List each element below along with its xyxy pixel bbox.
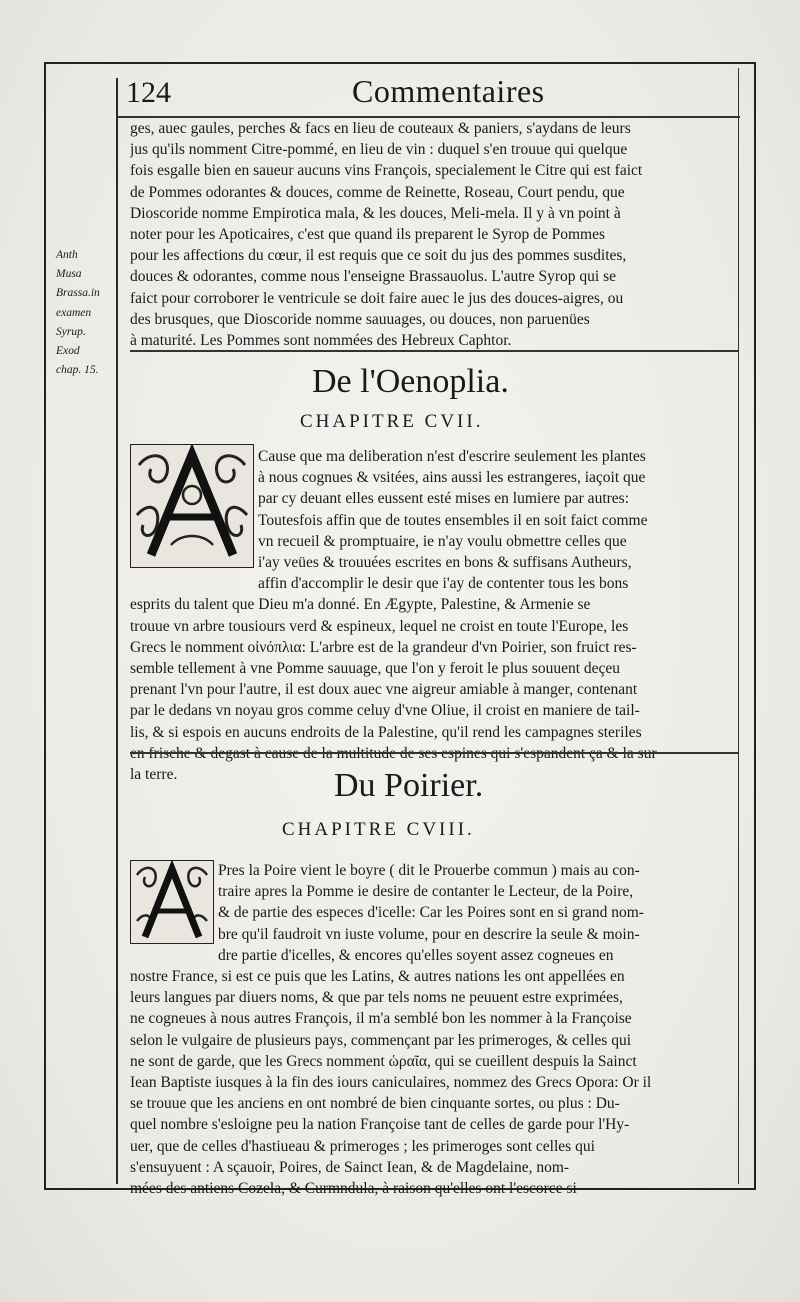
text-line: leurs langues par diuers noms, & que par tels noms ne peuuent estre exprimées, xyxy=(130,989,623,1007)
text-line: ges, auec gaules, perches & facs en lieu de couteaux & paniers, s'aydans de leurs xyxy=(130,120,631,137)
marginal-note-line: Exod xyxy=(56,345,80,358)
text-line: semble tellement à vne Pomme sauuage, que l'on y feroit le plus souuent deçeu xyxy=(130,660,621,678)
chapter-heading-cviii: CHAPITRE CVIII. xyxy=(282,819,475,840)
text-line: Cause que ma deliberation n'est d'escrire seulement les plantes xyxy=(258,448,646,465)
marginal-note-line: Musa xyxy=(56,268,82,281)
continuation-paragraph xyxy=(130,118,722,351)
margin-rule xyxy=(116,78,118,1184)
text-line: trouue vn arbre tousiours verd & espineux, lequel ne croist en toute l'Europe, les xyxy=(130,617,629,635)
text-line: par le dedans vn noyau gros comme celuy d'vne Oliue, il croist en maniere de tail- xyxy=(130,702,640,720)
text-line: prenant l'vn pour l'autre, il est doux auec vne aigreur amiable à manger, contenant xyxy=(130,681,638,699)
running-head: Commentaires xyxy=(352,73,545,109)
text-line: se trouue que les anciens en ont nombré de bien cinquante sortes, ou plus : Du- xyxy=(130,1095,620,1113)
text-line: jus qu'ils nomment Citre-pommé, en lieu de vin : duquel s'en trouue qui quelque xyxy=(130,141,628,159)
text-line: lis, & si espois en aucuns endroits de la Palestine, qu'il rend les campagnes steriles xyxy=(130,723,642,741)
text-line: ne cogneues à nous autres François, il m'a semblé bon les nommer à la Françoise xyxy=(130,1010,632,1028)
section-title-poirier: Du Poirier. xyxy=(334,767,484,804)
marginal-note-line: Syrup. xyxy=(56,325,86,338)
oenoplia-paragraph xyxy=(130,446,722,785)
text-line: esprits du talent que Dieu m'a donné. En Ægypte, Palestine, & Armenie se xyxy=(130,596,591,614)
marginal-note xyxy=(56,246,114,380)
text-line: la terre. xyxy=(130,766,178,784)
text-line: bre qu'il faudroit vn iuste volume, pour en descrire la seule & moin- xyxy=(218,925,640,943)
section-title-oenoplia: De l'Oenoplia. xyxy=(312,363,509,400)
text-line: ne sont de garde, que les Grecs nomment ὡραῖα, qui se cueillent despuis la Sainct xyxy=(130,1052,637,1070)
chapter-heading-cvii: CHAPITRE CVII. xyxy=(300,411,484,432)
marginal-note-line: examen xyxy=(56,306,92,319)
text-line: Grecs le nomment οἰνόπλια: L'arbre est de la grandeur d'vn Poirier, son fruict res- xyxy=(130,638,637,656)
text-line: faict pour corroborer le ventricule se doit faire auec le jus des douces-aigres, ou xyxy=(130,289,624,307)
text-line: & de partie des especes d'icelle: Car les Poires sont en si grand nom- xyxy=(218,904,644,922)
text-line: à nous cognues & vsitées, ains aussi les estrangeres, iaçoit que xyxy=(258,469,646,487)
text-line: fois esgalle bien en saueur aucuns vins François, specialement le Citre qui est faict xyxy=(130,162,643,180)
text-line: noter pour les Apoticaires, c'est que quand ils preparent le Syrop de Pommes xyxy=(130,226,605,244)
text-line: dre partie d'icelles, & encores qu'elles soyent assez cogneues en xyxy=(218,946,614,964)
text-line: des brusques, que Dioscoride nomme sauuages, ou douces, non paruenües xyxy=(130,310,590,328)
text-line: Toutesfois affin que de toutes ensembles il en soit faict comme xyxy=(258,511,648,529)
text-line: selon le vulgaire de plusieurs pays, commençant par les primeroges, & celles qui xyxy=(130,1031,632,1049)
text-line: mées des antiens Cozela, & Curmndula, à raison qu'elles ont l'escorce si xyxy=(130,1180,577,1198)
page-number: 124 xyxy=(126,76,171,109)
text-line: s'ensuyuent : A sçauoir, Poires, de Sainct Iean, & de Magdelaine, nom- xyxy=(130,1158,570,1176)
text-line: douces & odorantes, comme nous l'enseigne Brassauolus. L'autre Syrop qui se xyxy=(130,268,616,286)
poirier-paragraph xyxy=(130,860,722,1199)
text-line: quel nombre s'esloigne peu la nation Françoise tant de celles de garde pour l'Hy- xyxy=(130,1116,630,1134)
text-line: i'ay veües & trouuées escrites en bons & suffisans Autheurs, xyxy=(258,554,632,572)
text-line: uer, que de celles d'hastiueau & primeroges ; les primeroges sont celles qui xyxy=(130,1137,595,1155)
text-line: traire apres la Pomme ie desire de contanter le Lecteur, de la Poire, xyxy=(218,883,634,901)
section-divider xyxy=(130,350,738,352)
marginal-note-line: Anth xyxy=(56,249,78,261)
text-line: Dioscoride nomme Empirotica mala, & les douces, Meli-mela. Il y à vn point à xyxy=(130,204,621,222)
border-inner-rule xyxy=(738,68,739,1184)
text-line: Pres la Poire vient le boyre ( dit le Prouerbe commun ) mais au con- xyxy=(218,862,640,879)
text-line: Iean Baptiste iusques à la fin des iours caniculaires, nommez des Grecs Opora: Or il xyxy=(130,1074,652,1092)
section-divider xyxy=(130,752,738,754)
text-line: nostre France, si est ce puis que les Latins, & autres nations les ont appellées en xyxy=(130,968,625,986)
text-line: vn recueil & promptuaire, ie n'ay voulu obmettre celles que xyxy=(258,532,627,550)
text-line: pour les affections du cœur, il est requis que ce soit du jus des pommes susdites, xyxy=(130,247,627,265)
marginal-note-line: Brassa.in xyxy=(56,287,100,300)
text-line: à maturité. Les Pommes sont nommées des Hebreux Caphtor. xyxy=(130,332,512,350)
text-line: de Pommes odorantes & douces, comme de Reinette, Roseau, Court pendu, que xyxy=(130,183,625,201)
text-line: par cy deuant elles eussent esté mises en lumiere par autres: xyxy=(258,490,630,508)
text-line: affin d'accomplir le desir que i'ay de contenter tous les bons xyxy=(258,575,629,593)
marginal-note-line: chap. 15. xyxy=(56,364,99,377)
